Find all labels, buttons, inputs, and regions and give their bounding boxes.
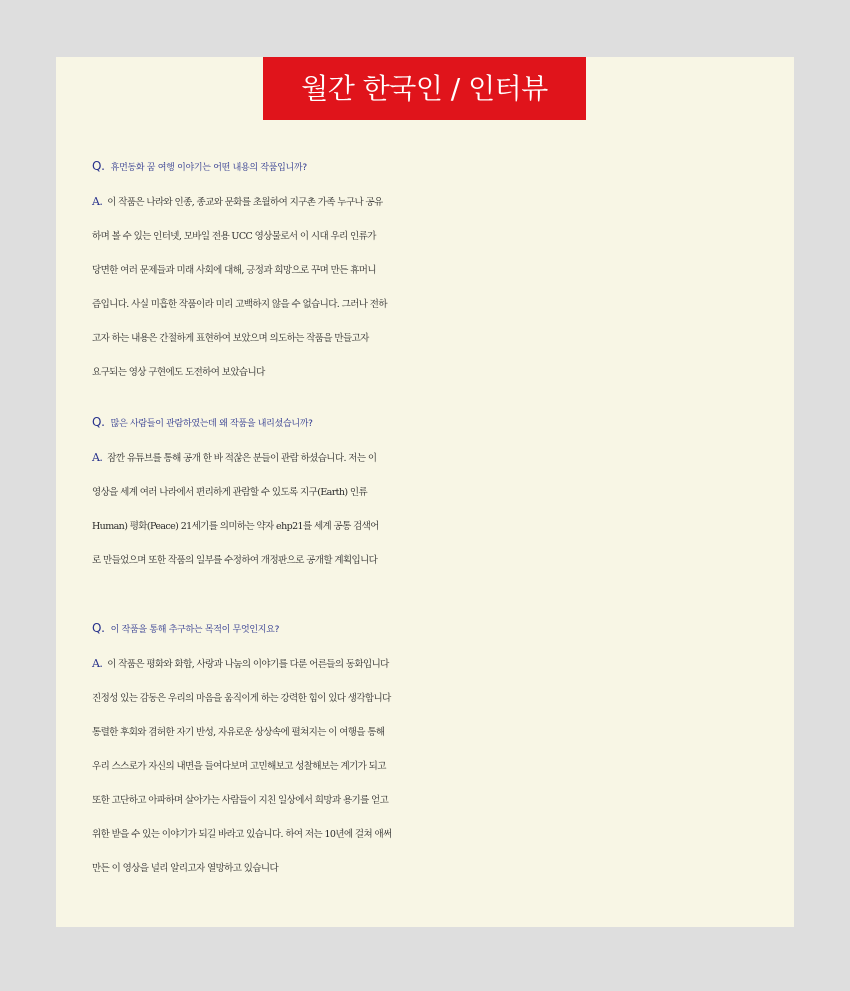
question-mark: Q. xyxy=(92,621,105,635)
question-mark: Q. xyxy=(92,159,105,173)
answer-line: 로 만들었으며 또한 작품의 일부를 수정하여 개정판으로 공개할 계획입니다 xyxy=(92,555,378,566)
answer-mark: A. xyxy=(92,195,103,208)
answer-line: 요구되는 영상 구현에도 도전하여 보았습니다 xyxy=(92,367,265,378)
qa-block-3 xyxy=(92,612,792,886)
answer-line: Human) 평화(Peace) 21세기를 의미하는 약자 ehp21를 세계 공통 검색어 xyxy=(92,521,379,532)
answer-line: 만든 이 영상을 널리 알리고자 열망하고 있습니다 xyxy=(92,863,279,874)
qa-block-2 xyxy=(92,406,792,578)
answer-text: 이 작품은 나라와 인종, 종교와 문화를 초월하여 지구촌 가족 누구나 공유 xyxy=(107,197,383,208)
answer-line: 위한 받을 수 있는 이야기가 되길 바라고 있습니다. 하여 저는 10년에 걸쳐 애써 xyxy=(92,829,392,840)
question-3 xyxy=(92,612,792,647)
answer-line: 통렬한 후회와 겸허한 자기 반성, 자유로운 상상속에 펼쳐지는 이 여행을 통해 xyxy=(92,727,385,738)
answer-line xyxy=(92,441,792,476)
answer-text: 이 작품은 평화와 화합, 사랑과 나눔의 이야기를 다룬 어른들의 동화입니다 xyxy=(107,659,389,670)
answer-line: 또한 고단하고 아파하며 살아가는 사람들이 지친 일상에서 희망과 용기를 얻고 xyxy=(92,795,389,806)
answer-line xyxy=(92,647,792,682)
question-text: 이 작품을 통해 추구하는 목적이 무엇인지요? xyxy=(110,625,280,635)
question-text: 많은 사람들이 관람하였는데 왜 작품을 내리셨습니까? xyxy=(110,419,313,429)
answer-line: 영상을 세계 여러 나라에서 편리하게 관람할 수 있도록 지구(Earth) 인류 xyxy=(92,487,368,498)
question-2 xyxy=(92,406,792,441)
question-text: 휴먼동화 꿈 여행 이야기는 어떤 내용의 작품입니까? xyxy=(110,163,307,173)
answer-line xyxy=(92,185,792,220)
answer-text: 잠깐 유튜브를 통해 공개 한 바 적잖은 분들이 관람 하셨습니다. 저는 이 xyxy=(107,453,377,464)
answer-line: 우리 스스로가 자신의 내면을 들여다보며 고민해보고 성찰해보는 계기가 되고 xyxy=(92,761,386,772)
question-mark: Q. xyxy=(92,415,105,429)
answer-mark: A. xyxy=(92,451,103,464)
qa-block-1 xyxy=(92,150,792,390)
interview-card xyxy=(56,57,794,927)
answer-line: 고자 하는 내용은 간절하게 표현하여 보았으며 의도하는 작품을 만들고자 xyxy=(92,333,369,344)
answer-line: 하며 볼 수 있는 인터넷, 모바일 전용 UCC 영상물로서 이 시대 우리 인류가 xyxy=(92,231,376,242)
answer-line: 즘입니다. 사실 미흡한 작품이라 미리 고백하지 않을 수 없습니다. 그러나 전하 xyxy=(92,299,387,310)
question-1 xyxy=(92,150,792,185)
banner-title: 월간 한국인 / 인터뷰 xyxy=(263,57,586,120)
answer-line: 당면한 여러 문제들과 미래 사회에 대해, 긍정과 희망으로 꾸며 만든 휴머니 xyxy=(92,265,376,276)
answer-line: 진정성 있는 감동은 우리의 마음을 움직이게 하는 강력한 힘이 있다 생각합니다 xyxy=(92,693,391,704)
answer-mark: A. xyxy=(92,657,103,670)
